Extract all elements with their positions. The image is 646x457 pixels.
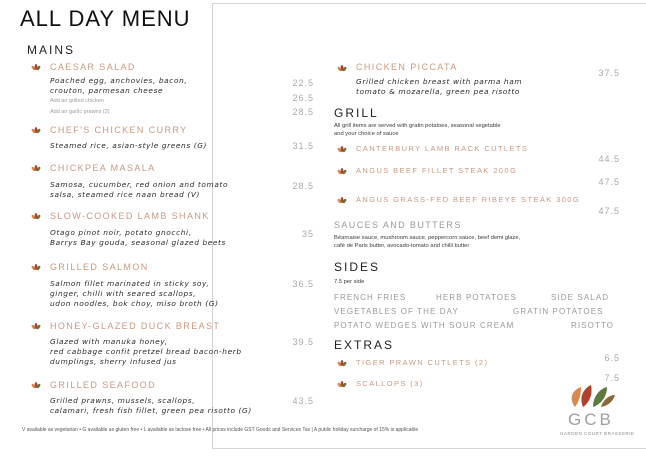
grill-heading: GRILL <box>334 106 379 120</box>
leaf-icon <box>31 381 41 389</box>
item-desc: Samosa, cucumber, red onion and tomato <box>50 180 229 189</box>
mains-heading: MAINS <box>27 43 76 57</box>
sides-note: 7.5 per side <box>334 279 365 285</box>
grill-item-name: CANTERBURY LAMB RACK CUTLETS <box>356 144 529 153</box>
addon-label: Add an garlic prawns (2) <box>50 109 110 115</box>
gcb-leaf-logo <box>567 383 617 409</box>
leaf-icon <box>31 63 41 71</box>
extra-item-name: SCALLOPS (3) <box>356 379 424 388</box>
leaf-icon <box>31 322 41 330</box>
item-desc: Steamed rice, asian-style greens (G) <box>50 141 208 150</box>
item-desc: Salmon fillet marinated in sticky soy, <box>50 279 210 288</box>
side-item: VEGETABLES OF THE DAY <box>334 307 459 316</box>
logo-text: GCB <box>568 410 614 429</box>
item-desc: crouton, parmesan cheese <box>50 86 164 95</box>
leaf-icon <box>337 64 347 72</box>
leaf-icon <box>337 359 347 367</box>
side-item: SIDE SALAD <box>551 293 610 302</box>
extra-item-price: 7.5 <box>604 373 620 383</box>
item-desc: Grilled prawns, mussels, scallops, <box>50 396 196 405</box>
grill-item-price: 47.5 <box>598 206 620 216</box>
leaf-icon <box>337 380 347 388</box>
leaf-icon <box>31 263 41 271</box>
item-name: CHICKPEA MASALA <box>50 163 156 173</box>
item-price: 31.5 <box>292 141 314 151</box>
sauces-text: café de Paris butter, avocado-tomato and chilli butter <box>334 243 470 249</box>
item-desc: Glazed with manuka honey, <box>50 337 168 346</box>
item-price: 28.5 <box>292 181 314 191</box>
side-item: GRATIN POTATOES <box>513 307 604 316</box>
item-name: GRILLED SEAFOOD <box>50 380 157 390</box>
grill-note: All grill items are served with gratin potatoes, seasonal vegetable <box>334 123 501 129</box>
grill-item-price: 44.5 <box>598 154 620 164</box>
side-item: POTATO WEDGES WITH SOUR CREAM <box>334 321 515 330</box>
item-price: 36.5 <box>292 279 314 289</box>
item-name: SLOW-COOKED LAMB SHANK <box>50 211 210 221</box>
sauces-heading: SAUCES AND BUTTERS <box>334 220 462 230</box>
extra-item-name: TIGER PRAWN CUTLETS (2) <box>356 358 489 367</box>
item-desc: salsa, steamed rice naan bread (V) <box>50 190 201 199</box>
extras-heading: EXTRAS <box>334 338 395 352</box>
item-desc: ginger, chilli with seared scallops, <box>50 289 197 298</box>
item-name: HONEY-GLAZED DUCK BREAST <box>50 321 221 331</box>
extra-item-price: 6.5 <box>604 353 620 363</box>
leaf-icon <box>31 126 41 134</box>
grill-item-price: 47.5 <box>598 177 620 187</box>
side-item: HERB POTATOES <box>436 293 517 302</box>
item-price: 35 <box>301 229 314 239</box>
item-price: 39.5 <box>292 337 314 347</box>
item-price: 37.5 <box>598 68 620 78</box>
item-desc: Barrys Bay gouda, seasonal glazed beets <box>50 238 226 247</box>
addon-price: 26.5 <box>292 93 314 103</box>
item-desc: Otago pinot noir, potato gnocchi, <box>50 228 192 237</box>
item-name: GRILLED SALMON <box>50 262 149 272</box>
item-name: CHEF'S CHICKEN CURRY <box>50 125 188 135</box>
grill-item-name: ANGUS BEEF FILLET STEAK 200G <box>356 166 518 175</box>
leaf-icon <box>337 167 347 175</box>
logo-subtitle: GARDEN COURT BRASSERIE <box>560 431 635 436</box>
menu-title: ALL DAY MENU <box>20 6 191 31</box>
leaf-icon <box>337 196 347 204</box>
item-desc: red cabbage confit pretzel bread bacon-herb <box>50 347 242 356</box>
grill-item-name: ANGUS GRASS-FED BEEF RIBEYE STEAK 300G <box>356 195 581 204</box>
leaf-icon <box>31 164 41 172</box>
item-desc: dumplings, sherry infused jus <box>50 357 177 366</box>
leaf-icon <box>337 145 347 153</box>
item-price: 22.5 <box>292 78 314 88</box>
item-name: CHICKEN PICCATA <box>356 62 458 72</box>
item-desc: udon noodles, bok choy, miso broth (G) <box>50 299 219 308</box>
item-desc: Grilled chicken breast with parma ham <box>356 77 523 86</box>
item-price: 43.5 <box>292 396 314 406</box>
sides-heading: SIDES <box>334 260 381 274</box>
side-item: RISOTTO <box>571 321 615 330</box>
leaf-icon <box>31 212 41 220</box>
addon-label: Add an grilled chicken <box>50 98 104 104</box>
sauces-text: Béarnaise sauce, mushroom sauce, peppercorn sauce, beef demi glaze, <box>334 235 521 241</box>
side-item: FRENCH FRIES <box>334 293 407 302</box>
item-desc: Poached egg, anchovies, bacon, <box>50 76 188 85</box>
addon-price: 28.5 <box>292 107 314 117</box>
item-desc: tomato & mozarella, green pea risotto <box>356 87 521 96</box>
footer-note: V available as vegetarian • G available as gluten free • L available as lactose free • All prices include GST Goods and Services Tax | A public holiday surcharge of 15% is applicable <box>22 427 419 433</box>
grill-note: and your choice of sauce <box>334 131 399 137</box>
item-name: CAESAR SALAD <box>50 62 136 72</box>
item-desc: calamari, fresh fish fillet, green pea risotto (G) <box>50 406 252 415</box>
